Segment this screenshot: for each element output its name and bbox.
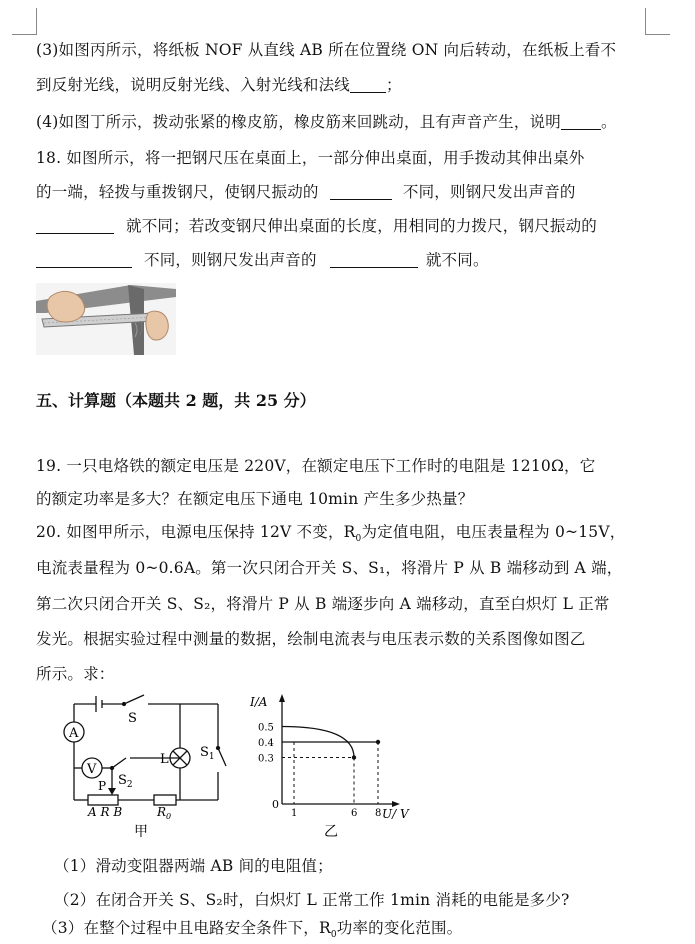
answer-blank[interactable] xyxy=(36,252,132,269)
answer-blank[interactable] xyxy=(330,252,418,269)
steel-ruler-photo xyxy=(36,283,176,355)
y-tick-label: 0.4 xyxy=(258,738,274,749)
origin-label: 0 xyxy=(272,798,279,811)
q17-part3-end: ； xyxy=(386,76,402,94)
y-axis-label: I/A xyxy=(250,695,268,709)
q19-line2: 的额定功率是多大？在额定电压下通电 10min 产生多少热量？ xyxy=(36,490,474,508)
q18-text-d: 不同，则钢尺发出声音的 xyxy=(144,251,317,269)
corner-mark-left-h xyxy=(12,34,37,35)
x-tick-label: 1 xyxy=(291,808,298,819)
q18-line4 xyxy=(36,248,489,270)
x-tick-label: 6 xyxy=(351,808,358,819)
corner-mark-left-v xyxy=(36,8,37,34)
q20-text-a: 20. 如图甲所示，电源电压保持 12V 不变，R xyxy=(36,523,356,541)
q20-line3: 第二次只闭合开关 S、S₂，将滑片 P 从 B 端逐步向 A 端移动，直至白炽灯 L 正常 xyxy=(36,595,610,613)
section-title: 五、计算题（本题共 2 题，共 25 分） xyxy=(36,391,316,410)
answer-blank[interactable] xyxy=(561,114,601,131)
answer-blank[interactable] xyxy=(350,77,386,94)
q20-line1 xyxy=(36,520,625,544)
q20-sub3-sub: 0 xyxy=(330,930,337,941)
rheostat-labels: A R B xyxy=(88,805,123,819)
y-tick-label: 0.5 xyxy=(258,722,274,734)
corner-mark-right-h xyxy=(645,34,670,35)
y-axis-arrow xyxy=(279,694,285,702)
q18-text-c: 就不同；若改变钢尺伸出桌面的长度，用相同的力拨尺，钢尺振动的 xyxy=(126,217,598,235)
q20-sub3-text-a: （3）在整个过程中且电路安全条件下，R xyxy=(42,919,331,937)
x-axis-label: U/ V xyxy=(382,807,409,821)
lamp-label: L xyxy=(160,752,169,767)
r0-label: $R_0$ xyxy=(157,805,172,821)
answer-blank[interactable] xyxy=(330,184,392,201)
q18-line2 xyxy=(36,180,576,202)
corner-mark-right-v xyxy=(645,8,646,34)
circuit-caption: 甲 xyxy=(134,824,148,840)
switch-s-label: S xyxy=(128,711,137,726)
q17-part4-end: 。 xyxy=(600,113,617,131)
chart-caption: 乙 xyxy=(324,824,338,840)
q18-line3 xyxy=(36,214,597,236)
q20-line4: 发光。根据实验过程中测量的数据，绘制电流表与电压表示数的关系图像如图乙 xyxy=(36,630,586,648)
q20-sub3 xyxy=(42,916,462,940)
q20-line2: 电流表量程为 0~0.6A。第一次只闭合开关 S、S₁，将滑片 P 从 B 端移动到 A 端， xyxy=(36,559,623,577)
q18-text-e: 就不同。 xyxy=(425,251,489,269)
q20-sub3-text-b: 功率的变化范围。 xyxy=(336,919,463,937)
q20-text-b: 为定值电阻，电压表量程为 0~15V， xyxy=(361,523,626,541)
ammeter-symbol: A xyxy=(69,726,79,741)
voltmeter-symbol: V xyxy=(87,762,97,777)
q17-part4-line xyxy=(36,110,617,132)
q17-part4-text: (4)如图丁所示，拨动张紧的橡皮筋，橡皮筋来回跳动，且有声音产生，说明 xyxy=(36,113,561,131)
q17-part3-text: 到反射光线，说明反射光线、入射光线和法线 xyxy=(36,76,351,94)
q18-text-b: 不同，则钢尺发出声音的 xyxy=(402,183,576,201)
i-u-graph xyxy=(246,692,422,842)
q18-text-a: 的一端，轻拨与重拨钢尺，使钢尺振动的 xyxy=(36,183,319,201)
q20-sub: 0 xyxy=(355,534,362,545)
switch-s2-label: $S_2$ xyxy=(118,773,133,790)
q17-part3-line1: (3)如图丙所示，将纸板 NOF 从直线 AB 所在位置绕 ON 向后转动，在纸板上看不 xyxy=(36,41,617,59)
q20-sub1: （1）滑动变阻器两端 AB 间的电阻值； xyxy=(54,857,333,875)
switch-s1-label: $S_1$ xyxy=(200,745,215,762)
q20-sub2: （2）在闭合开关 S、S₂时，白炽灯 L 正常工作 1min 消耗的电能是多少? xyxy=(54,891,570,909)
circuit-diagram xyxy=(56,692,236,842)
answer-blank[interactable] xyxy=(36,218,114,235)
q17-part3-line2 xyxy=(36,73,402,95)
x-tick-label: 8 xyxy=(375,808,382,819)
q19-line1: 19. 一只电烙铁的额定电压是 220V，在额定电压下工作时的电阻是 1210Ω，它 xyxy=(36,457,596,475)
y-tick-label: 0.3 xyxy=(258,753,274,765)
q18-line1: 18. 如图所示，将一把钢尺压在桌面上，一部分伸出桌面，用手拨动其伸出桌外 xyxy=(36,149,585,167)
q20-line5: 所示。求： xyxy=(36,665,115,683)
slider-label: P xyxy=(98,779,107,793)
